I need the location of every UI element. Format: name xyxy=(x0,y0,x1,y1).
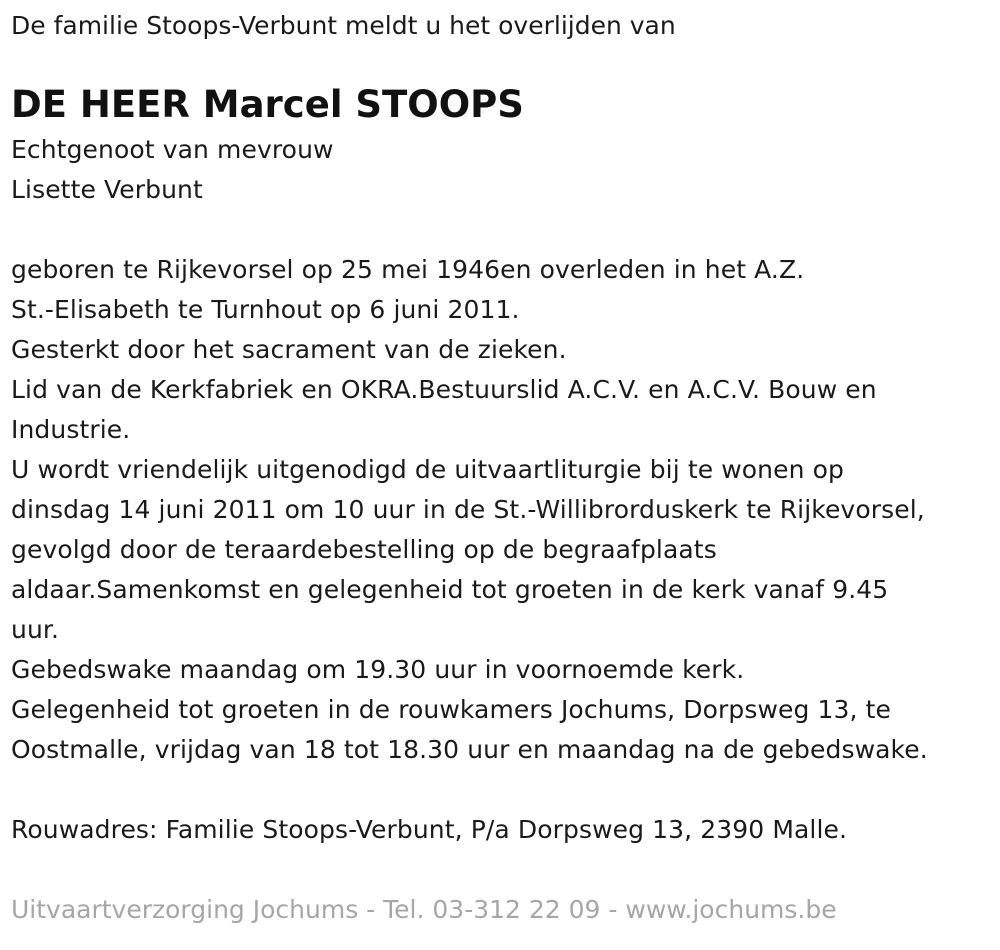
body-line: Oostmalle, vrijdag van 18 tot 18.30 uur en maandag na de gebedswake. xyxy=(11,735,928,764)
funeral-director-footer: Uitvaartverzorging Jochums - Tel. 03-312 22 09 - www.jochums.be xyxy=(11,895,837,924)
spouse-block xyxy=(11,130,1000,210)
body-line: Industrie. xyxy=(11,415,131,444)
notice-body xyxy=(11,250,1000,770)
body-line: uur. xyxy=(11,615,60,644)
deceased-name: DE HEER Marcel STOOPS xyxy=(11,83,524,126)
body-line: U wordt vriendelijk uitgenodigd de uitvaartliturgie bij te wonen op xyxy=(11,455,844,484)
body-line: Lid van de Kerkfabriek en OKRA.Bestuurslid A.C.V. en A.C.V. Bouw en xyxy=(11,375,877,404)
body-line: Gesterkt door het sacrament van de zieken. xyxy=(11,335,567,364)
body-line: dinsdag 14 juni 2011 om 10 uur in de St.-Willibrorduskerk te Rijkevorsel, xyxy=(11,495,925,524)
body-line: aldaar.Samenkomst en gelegenheid tot groeten in de kerk vanaf 9.45 xyxy=(11,575,889,604)
mourning-address: Rouwadres: Familie Stoops-Verbunt, P/a Dorpsweg 13, 2390 Malle. xyxy=(11,815,848,844)
body-line: Gelegenheid tot groeten in de rouwkamers Jochums, Dorpsweg 13, te xyxy=(11,695,891,724)
spouse-line: Lisette Verbunt xyxy=(11,175,203,204)
body-line: geboren te Rijkevorsel op 25 mei 1946en overleden in het A.Z. xyxy=(11,255,805,284)
intro-text: De familie Stoops-Verbunt meldt u het overlijden van xyxy=(11,11,676,40)
body-line: Gebedswake maandag om 19.30 uur in voornoemde kerk. xyxy=(11,655,745,684)
body-line: gevolgd door de teraardebestelling op de begraafplaats xyxy=(11,535,717,564)
spouse-line: Echtgenoot van mevrouw xyxy=(11,135,334,164)
body-line: St.-Elisabeth te Turnhout op 6 juni 2011. xyxy=(11,295,520,324)
